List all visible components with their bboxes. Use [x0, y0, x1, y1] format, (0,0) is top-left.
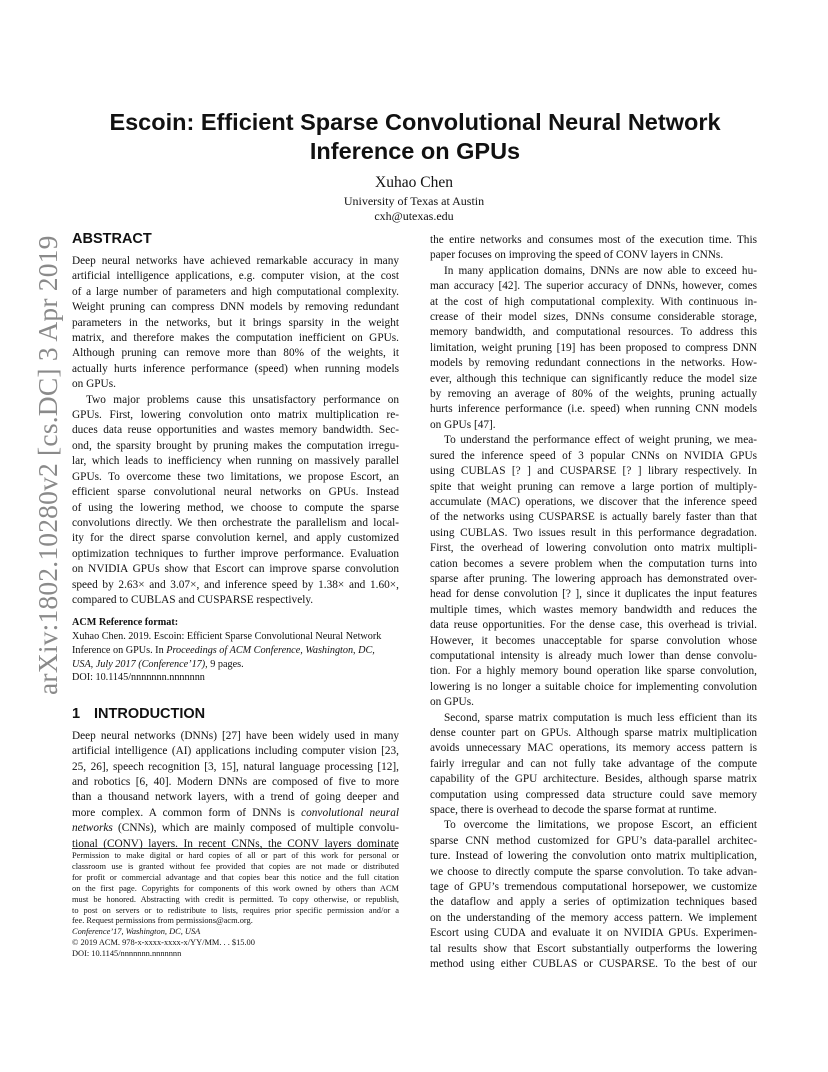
- text-run-italic: Proceedings of ACM Conference, Washington, DC,: [166, 644, 375, 656]
- text-run-italic: USA, July 2017 (Conference’17),: [72, 658, 208, 670]
- text-line: hurts inference performance (i.e. speed) when running CNN models: [430, 403, 757, 416]
- text-line: man accuracy [42]. The superior accuracy of DNNs, however, comes: [430, 280, 757, 293]
- text-line: Deep neural networks (DNNs) [27] have been widely used in many: [72, 729, 399, 742]
- title-line: Inference on GPUs: [309, 138, 521, 164]
- text-line: space, there is overhead to decode the sparse format at runtime.: [430, 804, 717, 817]
- author-email: cxh@utexas.edu: [374, 209, 454, 223]
- acm-reference-heading: ACM Reference format:: [72, 617, 179, 629]
- section-number: 1: [72, 705, 81, 722]
- text-line: 25, 26], speech recognition [3, 15], natural language processing [12],: [72, 760, 399, 773]
- text-line: avoids unnecessary MAC operations, its memory access pattern is: [430, 742, 757, 755]
- text-line: ity for the direct sparse convolution kernel, and apply customized: [72, 532, 399, 545]
- abstract-heading: ABSTRACT: [72, 231, 152, 247]
- arxiv-identifier: arXiv:1802.10280v2 [cs.DC] 3 Apr 2019: [32, 235, 63, 695]
- text-line: optimization techniques to further improve performance. Evaluation: [72, 547, 399, 560]
- text-run: (CNNs), which are mainly composed of multiple convolu-: [112, 822, 399, 835]
- text-line: To understand the performance effect of weight pruning, we mea-: [444, 434, 757, 447]
- text-line: [72, 806, 399, 821]
- text-run: 9 pages.: [207, 658, 244, 670]
- text-line: and robotics [6, 40]. Modern DNNs are composed of five to more: [72, 775, 399, 788]
- acm-doi: DOI: 10.1145/nnnnnnn.nnnnnnn: [72, 672, 205, 684]
- text-line: than a thousand network layers, with a trend of going deeper and: [72, 791, 399, 804]
- text-line: GPUs. First, lowering convolution onto matrix multiplication re-: [72, 409, 399, 422]
- text-line: must be honored. Abstracting with credit is permitted. To copy otherwise, or republish,: [72, 894, 399, 904]
- text-line: tion. For a highly memory bound operation like sparse convolution,: [430, 665, 757, 678]
- text-line: Xuhao Chen. 2019. Escoin: Efficient Sparse Convolutional Neural Network: [72, 631, 382, 643]
- text-line: of the networks using CUSPARSE is actually barely faster than that: [430, 511, 757, 524]
- text-line: parameters in the networks, but it brings sparsity in the weight: [72, 316, 399, 329]
- text-line: multiple times, which wastes memory bandwidth and reduces the: [430, 603, 757, 616]
- text-line: Deep neural networks have achieved remarkable accuracy in many: [72, 255, 399, 267]
- text-line: However, it becomes unacceptable for sparse convolution whose: [430, 634, 757, 647]
- text-line: of a large number of parameters and high computational complexity.: [72, 285, 399, 298]
- text-line: spite that weight pruning can remove a large portion of multiply-: [430, 480, 757, 493]
- text-line: data reuse opportunities. For the dense case, this overhead is trivial.: [430, 619, 757, 632]
- text-line: on the understanding of the memory access pattern. We implement: [430, 911, 757, 924]
- text-line: First, the overhead of lowering convolution onto matrix multipli-: [430, 542, 757, 555]
- text-line: Although pruning can remove more than 80% of the weights, it: [72, 347, 399, 360]
- text-line: fee. Request permissions from permissions@acm.org.: [72, 916, 253, 926]
- text-run-italic: convolutional neural: [301, 806, 399, 819]
- text-line: at the cost of high computational complexity. With continuous in-: [430, 295, 757, 308]
- author-affiliation: University of Texas at Austin: [343, 194, 485, 208]
- body-paragraph: [430, 711, 757, 819]
- text-line: on the first page. Copyrights for components of this work owned by others than ACM: [72, 883, 399, 893]
- permission-footnote: [72, 851, 399, 960]
- acm-reference: [72, 630, 399, 684]
- text-line: models by removing redundant connections in the networks. How-: [430, 357, 757, 370]
- text-line: [72, 658, 399, 672]
- text-line: limitation, weight pruning [19] has been proposed to compress DNN: [430, 341, 757, 354]
- text-line: computation using compressed data structure could save memory: [430, 788, 757, 801]
- body-paragraph: [430, 264, 757, 433]
- text-line: [72, 821, 399, 836]
- text-run: more complex. A common form of DNNs is: [72, 806, 302, 819]
- text-line: tage of GPU’s tremendous computational horsepower, we customize: [430, 881, 757, 894]
- text-line: Escort using CUDA and evaluate it on NVIDIA GPUs. Experimen-: [430, 927, 757, 940]
- text-run-italic: networks: [72, 822, 113, 835]
- text-line: tional (CONV) layers. In recent CNNs, the CONV layers dominate: [72, 837, 399, 850]
- text-line: by removing an average of 80% of the weights, pruning actually: [430, 388, 757, 401]
- conference-line: [72, 927, 399, 938]
- text-line: Permission to make digital or hard copies of all or part of this work for personal or: [72, 851, 399, 860]
- text-line: we choose to directly compute the sparse convolution. To take advan-: [430, 865, 757, 878]
- text-line: on GPUs.: [430, 696, 474, 709]
- title-line: Escoin: Efficient Sparse Convolutional Neural Network: [109, 109, 721, 135]
- left-column: [72, 230, 399, 852]
- body-paragraph: [430, 433, 757, 710]
- text-line: matrix, and therefore makes the computation inefficient on GPUs.: [72, 332, 399, 345]
- text-line: on GPUs.: [72, 378, 116, 391]
- abstract-paragraph: [72, 393, 399, 609]
- body-paragraph: [430, 233, 757, 264]
- text-line: Weight pruning can compress DNN models by removing redundant: [72, 301, 399, 314]
- paper-title: [100, 108, 730, 166]
- right-column: [430, 233, 757, 973]
- text-line: efficient sparse convolutional neural networks on GPUs. Instead: [72, 486, 399, 499]
- text-line: capability of the GPU architecture. Besides, although sparse matrix: [430, 773, 757, 786]
- text-line: [72, 644, 399, 658]
- text-line: for profit or commercial advantage and that copies bear this notice and the full citation: [72, 872, 399, 882]
- footnote-doi: DOI: 10.1145/nnnnnnn.nnnnnnn: [72, 949, 182, 959]
- abstract-paragraph: [72, 254, 399, 393]
- text-line: ture. Instead of lowering the convolution onto matrix multiplication,: [430, 850, 757, 863]
- copyright-line: © 2019 ACM. 978-x-xxxx-xxxx-x/YY/MM. . . $15.00: [72, 938, 255, 948]
- text-line: compared to CUBLAS and CUSPARSE respectively.: [72, 593, 314, 606]
- text-line: ond, the sparsity brought by pruning makes the computation irregu-: [72, 439, 399, 452]
- text-line: accumulate (MAC) operations, we discover that the inference speed: [430, 495, 757, 508]
- text-line: artificial intelligence applications, e.g. computer vision, at the cost: [72, 270, 399, 283]
- text-line: memory bandwidth, and computational resources. To address this: [430, 326, 757, 339]
- text-line: computational intensity is already much lower than dense convolu-: [430, 649, 757, 662]
- text-line: of using the lowering method, we choose to compute the sparse: [72, 501, 399, 514]
- text-line: dense counter part on GPUs. Although sparse matrix multiplication: [430, 727, 757, 739]
- text-line: method using either CUBLAS or CUSPARSE. To the best of our: [430, 958, 757, 971]
- footnote-divider: [72, 848, 398, 849]
- text-line: fairly irregular and can not fully take advantage of the compute: [430, 757, 757, 770]
- text-line: lowering is no longer a suitable choice for implementing convolution: [430, 680, 757, 693]
- text-line: on NVIDIA GPUs show that Escort can improve sparse convolution: [72, 563, 399, 576]
- text-line: crease of their model sizes, DNNs consume considerable storage,: [430, 311, 757, 324]
- text-line: to post on servers or to redistribute to lists, requires prior specific permission and/or a: [72, 905, 399, 915]
- text-line: using CUBLAS. Two issues result in this performance degradation.: [430, 526, 757, 539]
- text-line: lar, which leads to inefficiency when running on massively parallel: [72, 455, 399, 468]
- text-line: the entire networks and consumes most of the execution time. This: [430, 234, 757, 246]
- text-line: using CUBLAS [? ] and CUSPARSE [? ] library respectively. In: [430, 465, 757, 478]
- body-paragraph: [430, 818, 757, 972]
- text-line: head for dense convolution [? ], since it duplicates the input features: [430, 588, 757, 601]
- text-line: Second, sparse matrix computation is much less efficient than its: [444, 711, 757, 724]
- text-line: on GPUs [47].: [430, 418, 496, 431]
- text-line: tal results show that Escort substantially outperforms the lowering: [430, 942, 757, 955]
- text-line: sparse CNN method customized for GPU’s data-parallel architec-: [430, 834, 757, 847]
- text-line: In many application domains, DNNs are now able to exceed hu-: [444, 264, 757, 277]
- text-line: convolutions directly. We then orchestrate the parallelism and local-: [72, 516, 399, 529]
- text-line: sparse after pruning. The lowering approach has demonstrated over-: [430, 572, 757, 585]
- text-line: To overcome the limitations, we propose Escort, an efficient: [444, 819, 757, 832]
- author-name: Xuhao Chen: [375, 174, 453, 191]
- text-line: speed by 2.63× and 3.07×, and inference speed by 1.38× and 1.60×,: [72, 578, 399, 591]
- text-run: Inference on GPUs. In: [72, 644, 167, 656]
- text-line: artificial intelligence (AI) applications including computer vision [23,: [72, 745, 399, 758]
- text-run-italic: Conference’17, Washington, DC, USA: [72, 927, 201, 937]
- text-line: cation becomes a severe problem when the computation turns into: [430, 557, 757, 570]
- text-line: ever, although this technique can significantly reduce the model size: [430, 372, 757, 385]
- section-title: INTRODUCTION: [94, 705, 206, 722]
- text-line: paper focuses on improving the speed of CONV layers in CNNs.: [430, 249, 724, 262]
- introduction-paragraph: [72, 729, 399, 852]
- text-line: sured the inference speed of 3 popular CNNs on NVIDIA GPUs: [430, 449, 757, 462]
- text-line: GPUs. To overcome these two limitations, we propose Escort, an: [72, 470, 399, 483]
- introduction-heading: [72, 705, 399, 723]
- text-line: classroom use is granted without fee provided that copies are not made or distributed: [72, 861, 399, 871]
- text-line: Two major problems cause this unsatisfactory performance on: [86, 393, 399, 406]
- text-line: the dataflow and apply a series of optimization techniques based: [430, 896, 757, 909]
- text-line: actually hurts inference performance (speed) when running models: [72, 362, 399, 375]
- text-line: duces data reuse opportunities and wastes memory bandwidth. Sec-: [72, 424, 399, 437]
